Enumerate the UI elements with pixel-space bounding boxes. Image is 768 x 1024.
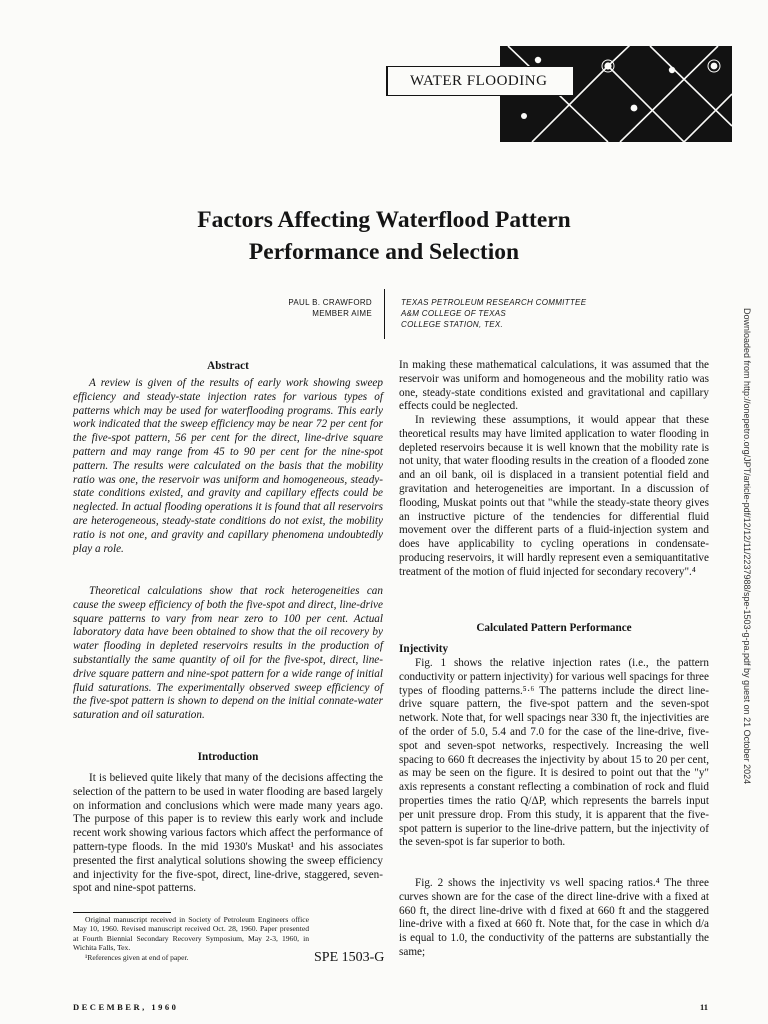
author-name: PAUL B. CRAWFORD [288,298,372,307]
page-number: 11 [699,1002,708,1012]
affiliation-line-1: TEXAS PETROLEUM RESEARCH COMMITTEE [401,298,587,307]
right-text-1: In making these mathematical calculations, it was assumed that the reservoir was uniform and homogeneous and the mobility ratio was one, steady-state conditions existed and gravitational and capillary effects could be neglected. [399,359,709,413]
author-divider [384,289,385,339]
introduction-paragraph-1 [73,772,383,896]
right-text-4: Fig. 2 shows the injectivity vs well spacing ratios.⁴ The three curves shown are for the case of the direct line-drive with a fixed at 660 ft, the direct line-drive with d fixed at 660 ft and the staggered line-drive with a fixed at 660 ft. Note that, for the case in which d/a is equal to 1.0, the conductivity of the patterns are substantially the same; [399,877,709,958]
footnote-references: ¹References given at end of paper. [85,952,189,962]
right-text-2: In reviewing these assumptions, it would appear that these theoretical results may have limited application to water flooding in depleted reservoirs because it is well known that the mobility rate is not unity, that water flooding results in the creation of a flooded zone and an oil bank, oil is displaced in a transient potential field and gravitation and heterogeneities are important. In a discussion of flooding, Muskat points out that "while the steady-state theory gives an instructive picture of the tendencies for differential fluid movement over the different parts of a fluid-injection system and does have applicability to cycling operations in condensate-producing reservoirs, it will hardly represent even a semiquantitative treatment of the motion of fluid injected for secondary recovery".⁴ [399,414,709,578]
affiliation-block [401,297,661,330]
affiliation-line-3: COLLEGE STATION, TEX. [401,320,504,329]
abstract-paragraph-1 [73,377,383,556]
abstract-text-1: A review is given of the results of early work showing sweep efficiency and steady-state injection rates for various types of patterns which may be used for waterflooding programs. This early work indicated that the sweep efficiency may be near 72 per cent for the five-spot pattern, 56 per cent for the direct, line-drive square pattern and may range from 45 to 90 per cent for the nine-spot pattern. The results were calculated on the basis that the mobility ratio was one, the reservoir was uniform and homogeneous, steady-state conditions existed, and gravity and capillary effects could be neglected. In actual flooding operations it is found that all reservoirs are heterogeneous, steady-state conditions do not exist, the mobility ratio is not one, and gravity and capillary phenomena undoubtedly play a role. [73,377,383,555]
injectivity-heading: Injectivity [399,643,449,655]
author-membership: MEMBER AIME [312,309,372,318]
right-paragraph-1 [399,359,709,414]
abstract-paragraph-2 [73,585,383,723]
title-line-2: Performance and Selection [248,239,520,265]
footer-date: DECEMBER, 1960 [73,1002,179,1012]
abstract-heading: Abstract [207,360,249,372]
section-label: WATER FLOODING [386,66,574,96]
right-paragraph-2 [399,414,709,580]
spe-number: SPE 1503-G [314,950,385,965]
footnote-rule [73,912,171,913]
paper-title [0,204,768,268]
footnotes [73,915,309,962]
abstract-text-2: Theoretical calculations show that rock heterogeneities can cause the sweep efficiency of both the five-spot and direct, line-drive square patterns to vary from near zero to 100 per cent. Actual laboratory data have been obtained to show that the oil recovery by water flooding in depleted reservoirs results in the production of substantially the same quantity of oil for the five-spot, direct, line-drive square pattern and nine-spot pattern for a wide range of initial fluid saturations. The experimentally observed sweep efficiency of the five-spot pattern is shown to depend on the initial connate-water saturation and oil saturation. [73,585,383,722]
introduction-text-1: It is believed quite likely that many of the decisions affecting the selection of the pattern to be used in water flooding are based largely on information and conclusions which were made many years ago. The purpose of this paper is to review this early work and include recent work showing various factors which affect the performance of pattern-type floods. In the mid 1930's Muskat¹ and his associates presented the first analytical solutions showing the sweep efficiency and injectivity for the five-spot, direct, line-drive, staggered, seven-spot and nine-spot patterns. [73,772,383,895]
download-side-note: Downloaded from http://onepetro.org/JPT/article-pdf/12/12/11/2237988/spe-1503-g-pa.pdf by guest on 21 October 2024 [742,308,752,785]
affiliation-line-2: A&M COLLEGE OF TEXAS [401,309,506,318]
footnote-manuscript: Original manuscript received in Society of Petroleum Engineers office May 10, 1960. Revised manuscript received Oct. 28, 1960. Paper presented at Fourth Biennial Secondary Recovery Symposium, May 2-3, 1960, in Wichita Falls, Tex. [73,915,309,953]
right-paragraph-3 [399,657,709,850]
introduction-heading: Introduction [197,751,259,763]
title-line-1: Factors Affecting Waterflood Pattern [197,207,571,233]
right-text-3: Fig. 1 shows the relative injection rates (i.e., the pattern conductivity or pattern injectivity) for various well spacings for three types of flooding patterns.⁵·⁶ The patterns include the direct line-drive square pattern, the five-spot pattern and the seven-spot network. Note that, for well spacings near 330 ft, the injectivities are of the order of 5.0, 5.4 and 7.0 for the case of the line-drive, five-spot and seven-spot networks, respectively. Increasing the well spacing to 660 ft decreases the injectivity by about 15 to 20 per cent, as may be seen on the figure. It is desired to point out that the "y" axis represents a constant reflecting a combination of rock and fluid properties times the ratio Q/ΔP, which represents the barrels input per unit pressure drop. From this study, it is apparent that the five-spot pattern is superior to the line-drive pattern, but the injectivity of the seven-spot is far superior to both. [399,657,709,849]
author-block [250,297,372,319]
right-paragraph-4 [399,877,709,960]
calculated-performance-heading: Calculated Pattern Performance [476,622,632,634]
